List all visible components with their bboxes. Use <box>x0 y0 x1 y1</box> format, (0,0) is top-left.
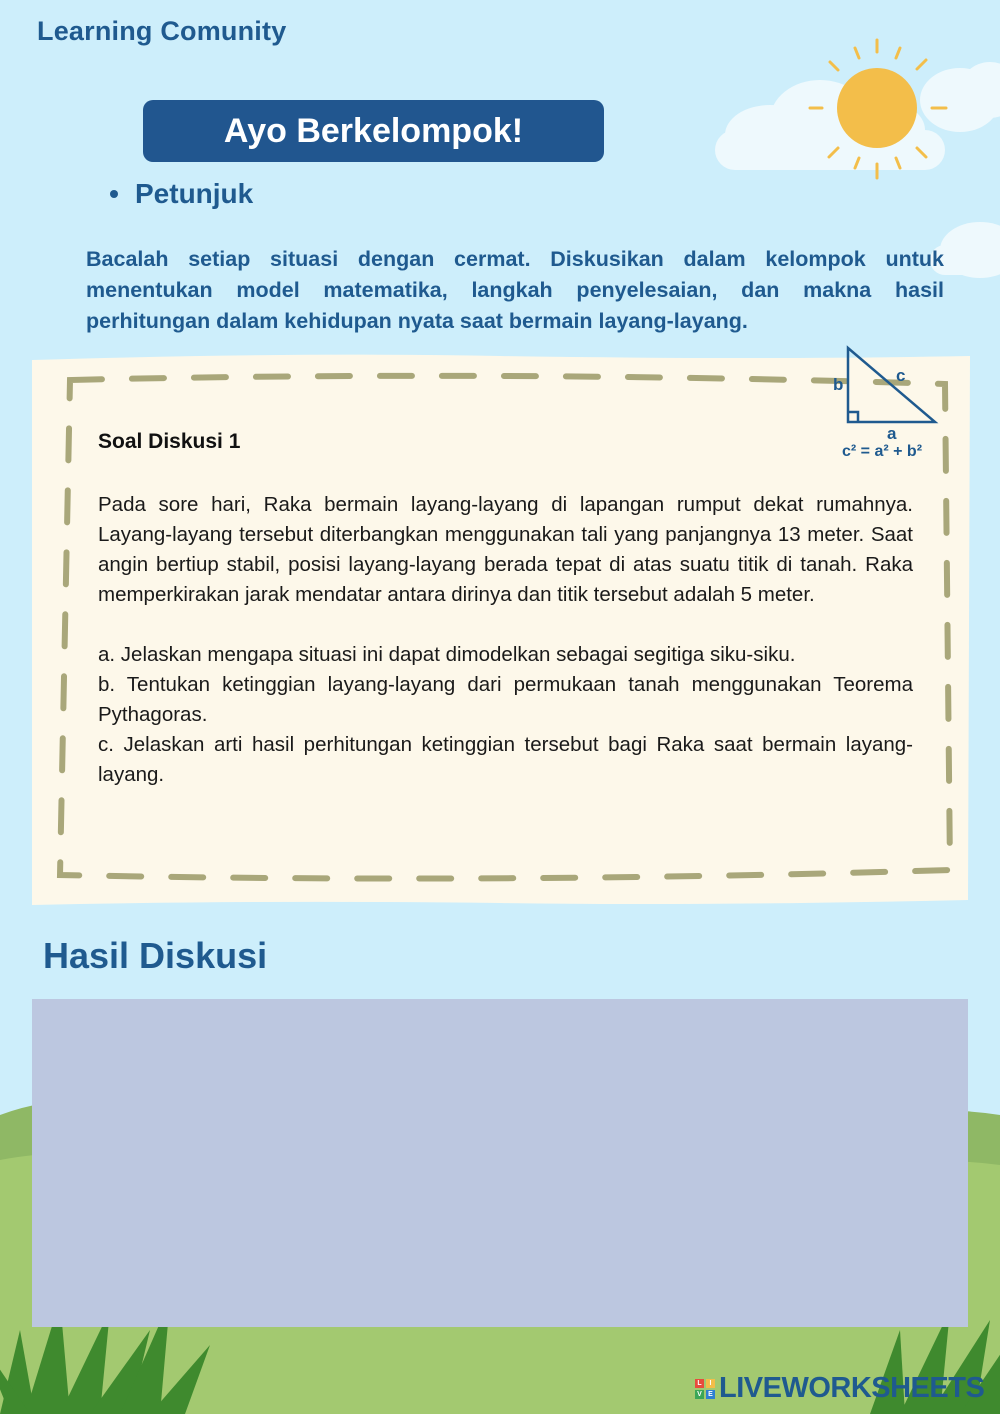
question-item-a: a. Jelaskan mengapa situasi ini dapat dimodelkan sebagai segitiga siku-siku. <box>98 643 796 666</box>
bullet-icon <box>110 190 118 198</box>
liveworksheets-logo <box>695 1372 984 1405</box>
question-item-c: c. Jelaskan arti hasil perhitungan ketinggian tersebut bagi Raka saat bermain layang-layang. <box>98 733 913 786</box>
question-title: Soal Diskusi 1 <box>98 430 241 453</box>
instructions-text: Bacalah setiap situasi dengan cermat. Diskusikan dalam kelompok untuk menentukan model matematika, langkah penyelesaian, dan makna hasil perhitungan dalam kehidupan nyata saat bermain layang-layang. <box>86 247 944 333</box>
question-item-b: b. Tentukan ketinggian layang-layang dari permukaan tanah menggunakan Teorema Pythagoras. <box>98 673 913 726</box>
question-body <box>98 490 913 790</box>
question-paragraph: Pada sore hari, Raka bermain layang-layang di lapangan rumput dekat rumahnya. Layang-layang tersebut diterbangkan menggunakan tali yang panjangnya 13 meter. Saat angin bertiup stabil, posisi layang-layang berada tepat di atas suatu titik di tanah. Raka memperkirakan jarak mendatar antara dirinya dan titik tersebut adalah 5 meter. <box>98 493 913 606</box>
results-heading: Hasil Diskusi <box>43 935 268 976</box>
logo-grid-icon: L I V E <box>695 1379 715 1399</box>
side-a-label: a <box>887 424 897 443</box>
side-b-label: b <box>833 375 844 394</box>
section-heading <box>110 178 253 210</box>
pythagoras-formula: c² = a² + b² <box>842 443 923 460</box>
side-c-label: c <box>896 366 906 385</box>
answer-textarea[interactable] <box>32 999 968 1327</box>
brand-label: Learning Comunity <box>37 16 287 46</box>
logo-text: LIVEWORKSHEETS <box>719 1372 985 1404</box>
section-heading-label: Petunjuk <box>135 178 254 209</box>
page-title: Ayo Berkelompok! <box>143 100 604 162</box>
